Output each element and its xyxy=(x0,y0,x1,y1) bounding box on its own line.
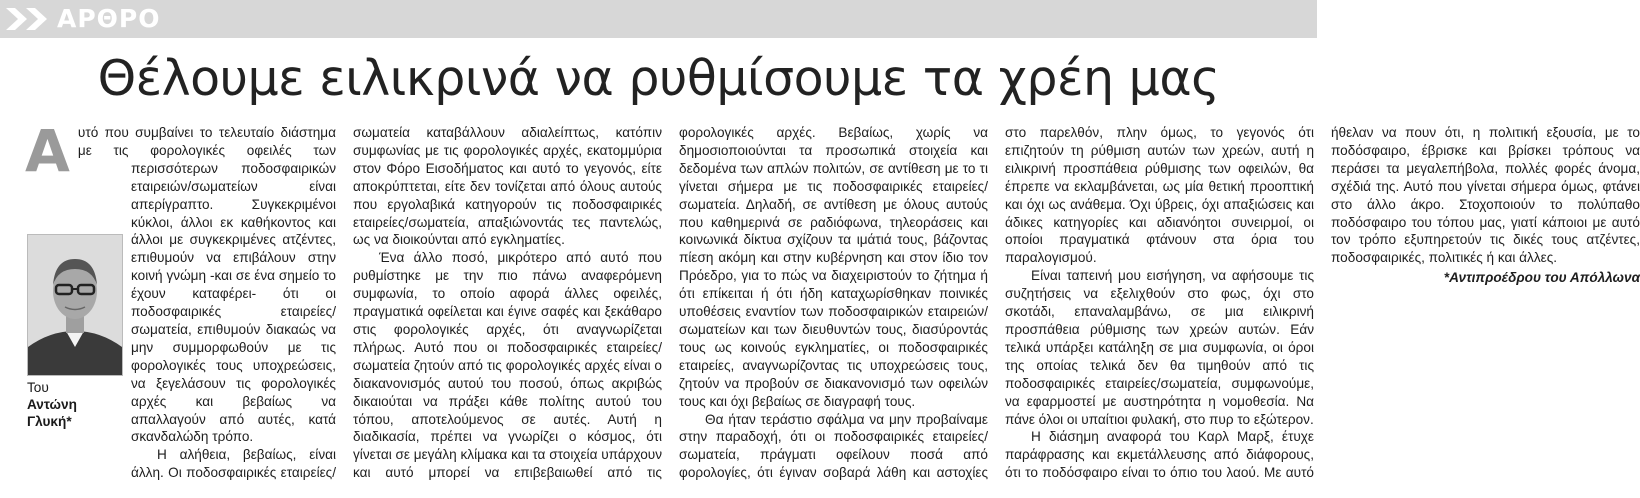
section-label: ΑΡΘΡΟ xyxy=(57,4,161,33)
author-signature: *Αντιπροέδρου του Απόλλωνα xyxy=(1443,270,1640,286)
author-last-name: Γλυκή* xyxy=(27,414,72,429)
article-body xyxy=(25,117,1640,484)
article-title: Θέλουμε ειλικρινά να ρυθμίσουμε τα χρέη μας xyxy=(97,50,1220,107)
author-first-name: Αντώνη xyxy=(27,397,77,412)
paragraph-4: Θα ήταν τεράστιο σφάλμα να μην προβαίναμε στην παραδοχή, ότι οι ποδοσφαιρικές εταιρείες/σωματεία, πράγματι οφείλουν ποσά από φορολογίες, ότι έγιναν σοβαρά λάθη και αστοχίες στο παρελθόν, πλην όμως, το γεγονός ότι επιζητούν τη ρύθμιση αυτών των χρεών, αυτή η ειλικρινή προσπάθεια ρύθμισης των οφειλών, θα έπρεπε να εκλαμβάνεται, ως μία θετική προοπτική και όχι ως ανάθεμα. Όχι ύβρεις, όχι απαξιώσεις και άδικες κατηγορίες και αδιανόητοι συνειρμοί, οι οποίοι πραγματικά φτάνουν στα όρια του παραλογισμού. xyxy=(679,125,1314,481)
paragraph-5: Είναι ταπεινή μου εισήγηση, να αφήσουμε τις συζητήσεις να εξελιχθούν στο φως, όχι στο σκοτάδι, επαναλαμβάνω, σε μια ειλικρινή προσπάθεια ρύθμισης των χρεών αυτών. Εάν τελικά υπάρξει κατάληξη σε μια συμφωνία, οι όροι της οποίας τελικά δεν θα τιμηθούν από τις ποδοσφαιρικές εταιρείες/σωματεία, συμφωνούμε, να εφαρμοστεί με αυστηρότητα η νομοθεσία. Να πάνε όλοι οι υπαίτιοι φυλακή, στο πυρ το εξώτερον. xyxy=(1005,268,1314,427)
drop-cap-letter: Α xyxy=(25,117,70,185)
author-byline xyxy=(27,379,127,430)
double-chevron-icon xyxy=(6,8,50,30)
paragraph-3: Ένα άλλο ποσό, μικρότερο από αυτό που ρυθμίστηκε με την πιο πάνω αναφερόμενη συμφωνία, το οποίο αφορά άλλες οφειλές, πραγματικά οφείλεται και έγινε σαφές και ξεκάθαρο στις φορολογικές αρχές, ότι αναγνωρίζεται πλήρως. Αυτό που οι ποδοσφαιρικές εταιρείες/σωματεία ζητούν από τις φορολογικές αρχές είναι ο διακανονισμός αυτού του ποσού, όπως ακριβώς δικαιούται να πράξει κάθε πολίτης αυτού του τόπου, αποτελούμενος σε αυτές. Αυτή η διαδικασία, πρέπει να γνωρίζει ο κόσμος, ότι γίνεται σε μεγάλη κλίμακα και τα στοιχεία υπάρχουν και αυτό μπορεί να επιβεβαιωθεί από τις φορολογικές αρχές. Βεβαίως, χωρίς να δημοσιοποιούνται τα προσωπικά στοιχεία και δεδομένα των απλών πολιτών, σε αντίθεση με το τι γίνεται σήμερα με τις ποδοσφαιρικές εταιρείες/σωματεία. Δηλαδή, σε αντίθεση με όλους αυτούς που καθημερινά σε ραδιόφωνα, τηλεοράσεις και κοινωνικά δίκτυα σχίζουν τα ιμάτιά τους, βάζοντας πίεση ακόμη και στην κυβέρνηση και στον ίδιο τον Πρόεδρο, για το πώς να διαχειριστούν το ζήτημα ή ότι επίκειται ή ότι ήδη καταχωρίσθηκαν ποινικές υποθέσεις εναντίον των ποδοσφαιρικών εταιρειών/σωματείων και των διευθυντών τους, διασύροντάς τους ως κοινούς εγκληματίες, οι ποδοσφαιρικές εταιρείες, αναγνωρίζοντας τις υποχρεώσεις τους, ζητούν να προβούν σε διακανονισμό των οφειλών τους και όχι βεβαίως σε διαγραφή τους. xyxy=(353,125,988,481)
paragraph-2: Η αλήθεια, βεβαίως, είναι άλλη. Οι ποδοσφαιρικές εταιρείες/σωματεία καταβάλλουν αδιαλείπτως, κατόπιν συμφωνίας με τις φορολογικές αρχές, εκατομμύρια στον Φόρο Εισοδήματος και αυτό το γεγονός, είτε αποκρύπτεται, είτε δεν τονίζεται από όλους αυτούς που εργολαβικά κατηγορούν τις ποδοσφαιρικές εταιρείες/σωματεία, απαξιώνοντάς τες παντελώς, ως να διοικούνται από εγκληματίες. xyxy=(131,125,662,481)
author-photo-box xyxy=(27,232,127,430)
paragraph-1: υτό που συμβαίνει το τελευταίο διάστημα με τις φορολογικές οφειλές των περισσότερων ποδοσφαιρικών εταιρειών/σωματείων είναι απερίγραπτο. Συγκεκριμένοι κύκλοι, άλλοι εκ καθήκοντος και άλλοι με συγκεκριμένες ατζέντες, επιθυμούν να επιβάλουν στην κοινή γνώμη -και σε ένα σημείο το έχουν καταφέρει- ότι οι ποδοσφαιρικές εταιρείες/σωματεία, επιθυμούν διακαώς να μην συμμορφωθούν με τις φορολογικές τους υποχρεώσεις, να ξεγελάσουν τις φορολογικές αρχές και βεβαίως να απαλλαγούν από αυτές, κατά σκανδαλώδη τρόπο. xyxy=(77,125,336,445)
section-header-bar xyxy=(0,0,1317,38)
byline-prefix-text: Του xyxy=(27,380,49,395)
author-photo-frame xyxy=(27,234,123,376)
paragraph-6: Η διάσημη αναφορά του Καρλ Μαρξ, έτυχε παράφρασης και εκμετάλλευσης από διάφορους, ότι το ποδόσφαιρο είναι το όπιο του λαού. Με αυτό ήθελαν να πουν ότι, η πολιτική εξουσία, με το ποδόσφαιρο, έβρισκε και βρίσκει τρόπους να περάσει τα μεγαλεπήβολα, πολλές φορές άνομα, σχέδιά της. Αυτό που γίνεται σήμερα όμως, φτάνει στο άλλο άκρο. Στοχοποιούν το πολύπαθο ποδόσφαιρο του τόπου μας, γιατί κάποιοι με αυτό τον τρόπο εξυπηρετούν τις δικές τους ατζέντες, ποδοσφαιρικές, πολιτικές ή και άλλες. xyxy=(1005,125,1640,481)
author-photo-icon xyxy=(28,235,122,375)
